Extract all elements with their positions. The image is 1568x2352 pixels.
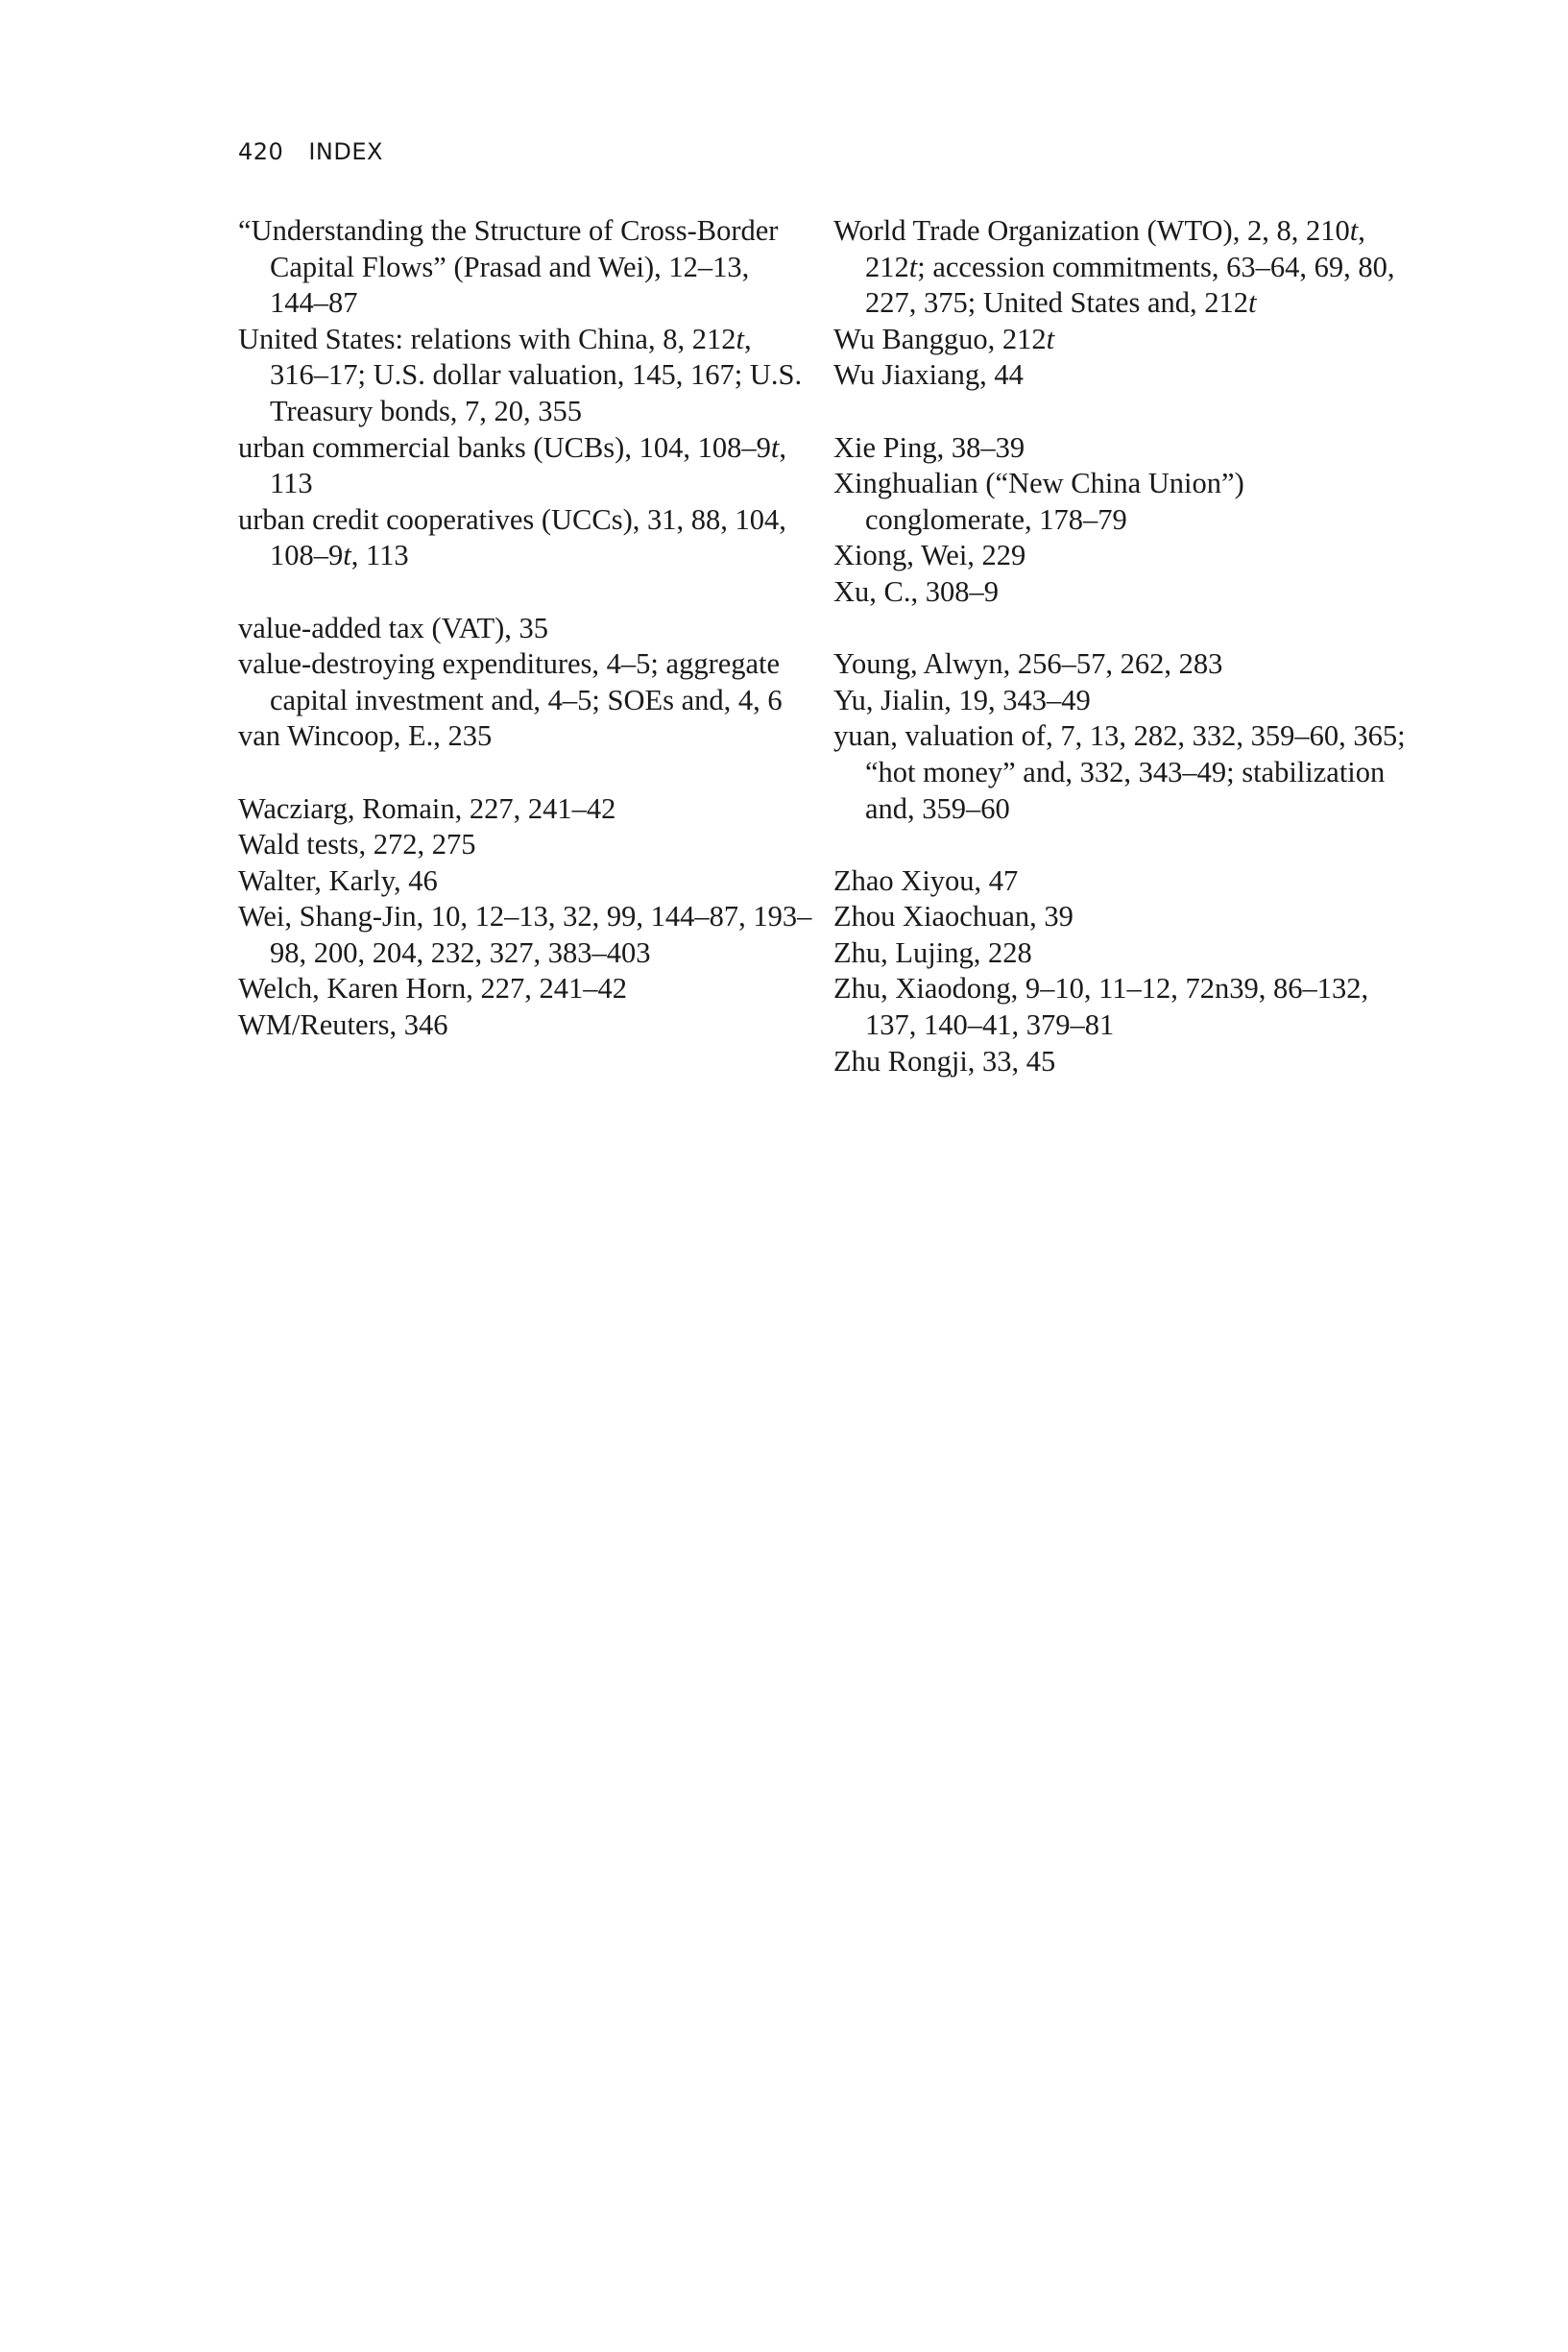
index-letter-group xyxy=(238,791,814,1044)
index-entry xyxy=(238,791,814,828)
entry-text: Wacziarg, Romain, 227, 241–42 xyxy=(238,791,616,825)
entry-text: Zhao Xiyou, 47 xyxy=(833,863,1019,897)
index-entry xyxy=(238,718,814,755)
entry-text: Welch, Karen Horn, 227, 241–42 xyxy=(238,972,627,1006)
index-entry xyxy=(238,863,814,900)
section-title: INDEX xyxy=(308,138,383,165)
index-entry xyxy=(833,1044,1410,1080)
index-entry xyxy=(833,430,1410,467)
index-entry xyxy=(238,1007,814,1044)
table-marker: t xyxy=(770,430,780,464)
index-entry xyxy=(833,466,1410,538)
index-entry xyxy=(238,827,814,863)
index-entry xyxy=(238,611,814,647)
index-entry xyxy=(238,430,814,502)
entry-text: value-added tax (VAT), 35 xyxy=(238,611,548,644)
index-entry xyxy=(833,899,1410,935)
entry-text: Xie Ping, 38–39 xyxy=(833,430,1025,464)
entry-text: urban commercial banks (UCBs), 104, 108–9 xyxy=(238,430,771,464)
index-entry xyxy=(833,646,1410,683)
page-number: 420 xyxy=(238,138,284,165)
entry-text: urban credit cooperatives (UCCs), 31, 88, 104, 108–9 xyxy=(238,502,786,572)
index-column-right xyxy=(833,213,1410,1079)
entry-text: , 212 xyxy=(865,214,1365,283)
index-entry xyxy=(833,863,1410,900)
index-entry xyxy=(833,971,1410,1043)
entry-text: Zhu, Xiaodong, 9–10, 11–12, 72n39, 86–132, 137, 140–41, 379–81 xyxy=(833,972,1369,1042)
entry-text: yuan, valuation of, 7, 13, 282, 332, 359–60, 365; “hot money” and, 332, 343–49; stabilization and, 359–60 xyxy=(833,719,1406,825)
index-letter-group xyxy=(833,213,1410,394)
index-entry xyxy=(833,574,1410,611)
entry-text: Zhu, Lujing, 228 xyxy=(833,935,1032,969)
index-letter-group xyxy=(833,430,1410,611)
index-entry xyxy=(238,971,814,1007)
index-letter-group xyxy=(238,213,814,574)
index-entry xyxy=(238,322,814,430)
entry-text: Young, Alwyn, 256–57, 262, 283 xyxy=(833,647,1223,681)
index-entry xyxy=(833,935,1410,972)
table-marker: t xyxy=(343,539,351,572)
index-entry xyxy=(238,502,814,574)
entry-text: Wald tests, 272, 275 xyxy=(238,828,476,861)
index-entry xyxy=(833,322,1410,358)
entry-text: , 113 xyxy=(350,539,409,572)
index-letter-group xyxy=(238,611,814,755)
entry-text: Zhou Xiaochuan, 39 xyxy=(833,900,1073,934)
index-entry xyxy=(833,718,1410,827)
entry-text: value-destroying expenditures, 4–5; aggregate capital investment and, 4–5; SOEs and, 4, 6 xyxy=(238,647,783,716)
table-marker: t xyxy=(908,250,918,283)
index-entry xyxy=(833,213,1410,322)
entry-text: WM/Reuters, 346 xyxy=(238,1008,448,1042)
running-head xyxy=(238,138,383,165)
index-entry xyxy=(833,538,1410,574)
entry-text: Walter, Karly, 46 xyxy=(238,863,438,897)
entry-text: Wu Bangguo, 212 xyxy=(833,322,1047,355)
index-entry xyxy=(238,899,814,971)
index-entry xyxy=(238,213,814,322)
index-entry xyxy=(833,357,1410,394)
entry-text: , 316–17; U.S. dollar valuation, 145, 167; U.S. Treasury bonds, 7, 20, 355 xyxy=(270,322,803,427)
index-entry xyxy=(833,683,1410,719)
entry-text: United States: relations with China, 8, 212 xyxy=(238,322,736,355)
entry-text: Zhu Rongji, 33, 45 xyxy=(833,1044,1056,1078)
table-marker: t xyxy=(736,322,744,355)
table-marker: t xyxy=(1248,286,1257,320)
entry-text: World Trade Organization (WTO), 2, 8, 210 xyxy=(833,214,1350,247)
entry-text: van Wincoop, E., 235 xyxy=(238,719,493,753)
entry-text: Xu, C., 308–9 xyxy=(833,574,999,608)
table-marker: t xyxy=(1046,322,1055,355)
entry-text: , 113 xyxy=(270,430,786,500)
table-marker: t xyxy=(1349,214,1359,247)
entry-text: “Understanding the Structure of Cross-Border Capital Flows” (Prasad and Wei), 12–13, 144–87 xyxy=(238,214,779,320)
entry-text: ; accession commitments, 63–64, 69, 80, 227, 375; United States and, 212 xyxy=(865,250,1395,320)
entry-text: Wu Jiaxiang, 44 xyxy=(833,358,1024,392)
entry-text: Yu, Jialin, 19, 343–49 xyxy=(833,683,1091,716)
entry-text: Xinghualian (“New China Union”) conglomerate, 178–79 xyxy=(833,467,1244,536)
index-entry xyxy=(238,646,814,718)
index-column-left xyxy=(238,213,814,1044)
index-letter-group xyxy=(833,863,1410,1080)
index-letter-group xyxy=(833,646,1410,827)
entry-text: Wei, Shang-Jin, 10, 12–13, 32, 99, 144–87, 193–98, 200, 204, 232, 327, 383–403 xyxy=(238,900,812,969)
entry-text: Xiong, Wei, 229 xyxy=(833,539,1026,572)
